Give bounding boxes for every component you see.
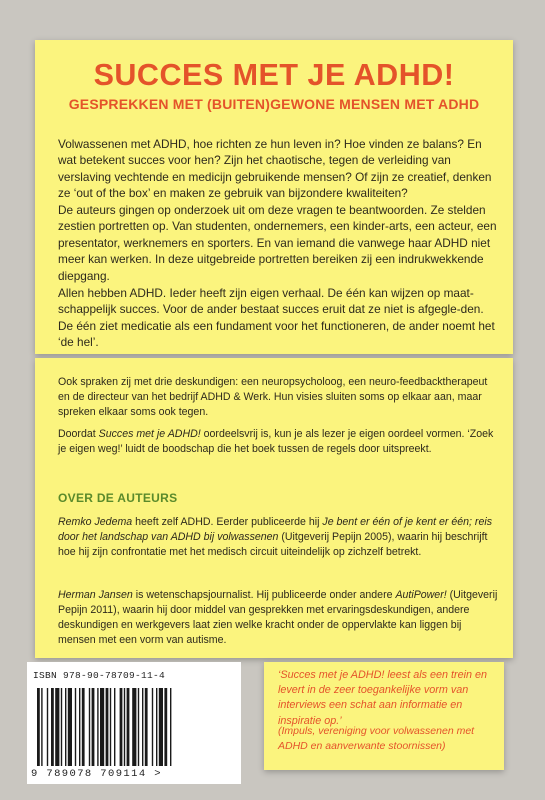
barcode-bar [100, 688, 104, 766]
barcode-bar [138, 688, 139, 766]
barcode-number: 9 789078 709114 > [31, 768, 162, 780]
barcode-bar [114, 688, 115, 766]
author-bio-1-post: (Uitgeverij Pepijn 2005), waarin hij beschrijft hoe hij zijn confrontatie met het medisch circuit uiteindelijk op zichzelf betrekt. [58, 531, 488, 558]
barcode-bar [51, 688, 54, 766]
barcode-bar [37, 688, 40, 766]
book-subtitle: GESPREKKEN MET (BUITEN)GEWONE MENSEN MET ADHD [68, 96, 480, 112]
author-book-2: AutiPower! [395, 589, 447, 601]
author-bio-1-pre: heeft zelf ADHD. Eerder publiceerde hij [132, 516, 323, 528]
barcode-bar [159, 688, 163, 766]
author-bio-2-post: (Uitgeverij Pepijn 2011), waarin hij door middel van gesprekken met ervaringsdeskundigen, andere deskundigen en werkgevers laat zien welke kracht onder de oppervlakte kan liggen bij mensen met een vorm van autisme. [58, 589, 498, 646]
barcode-bar [120, 688, 123, 766]
judgement-pre: Doordat [58, 428, 99, 440]
author-name-1: Remko Jedema [58, 516, 133, 528]
barcode-bar [41, 688, 42, 766]
barcode-bar [79, 688, 80, 766]
intro-paragraph-3: Allen hebben ADHD. Ieder heeft zijn eigen verhaal. De één kan wijzen op maat-schappelijk succes. Voor de ander bestaat succes eruit dat ze niet is afgegle-den. De één ziet medicatie als een fundament voor het functioneren, de ander noemt het ‘de hel’. [58, 286, 495, 350]
intro-paragraph-1: Volwassenen met ADHD, hoe richten ze hun leven in? Hoe vinden ze balans? En wat betekent succes voor hen? Zijn het chaotische, tegen de verleiding van verslaving vechtende en medicijn gebruikende mensen? Of zijn ze creatief, denken ze ‘out of the box’ en maken ze gebruik van bijzondere kwaliteiten? [58, 137, 492, 201]
isbn-barcode-box [27, 662, 241, 784]
judgement-post: oordeelsvrij is, kun je als lezer je eigen oordeel vormen. ‘Zoek je eigen weg!’ luidt de boodschap die het boek tussen de regels door uitspreekt. [58, 428, 494, 455]
sticky-note-intro [35, 40, 513, 354]
barcode-bar [142, 688, 143, 766]
barcode-image [35, 688, 233, 766]
barcode-bar [145, 688, 148, 766]
barcode-bar [47, 688, 48, 766]
book-title: SUCCES MET JE ADHD! [93, 58, 455, 92]
book-title-inline: Succes met je ADHD! [98, 428, 201, 440]
experts-paragraph: Ook spraken zij met drie deskundigen: een neuropsycholoog, een neuro-feedbacktherapeut en de directeur van het bedrijf ADHD & Werk. Hun visies sluiten soms op elkaar aan, maar spreken elkaar soms ook tegen. [58, 376, 488, 418]
barcode-bar [124, 688, 125, 766]
review-source: (Impuls, vereniging voor volwassenen met ADHD en aanverwante stoornissen) [278, 725, 475, 753]
intro-paragraph-2: De auteurs gingen op onderzoek uit om deze vragen te beantwoorden. Ze stelden zestien portretten op. Van studenten, ondernemers, een kinder-arts, een acteur, een presentator, werknemers en sporters. En van iemand die vanwege haar ADHD niet meer kan werken. In deze uitgebreide portretten bereiken zij een indrukwekkende diepgang. [58, 203, 497, 283]
barcode-bar [65, 688, 66, 766]
barcode-bar [132, 688, 136, 766]
barcode-bar [156, 688, 157, 766]
barcode-bar [164, 688, 167, 766]
author-bio-2 [58, 588, 498, 648]
barcode-bar [97, 688, 98, 766]
barcode-bar [61, 688, 62, 766]
author-book-1: Je bent er één of je kent er één; reis door het landschap van ADHD bij volwassenen [58, 516, 492, 543]
barcode-bar [82, 688, 85, 766]
sticky-note-quote [264, 662, 504, 770]
judgement-paragraph [58, 427, 498, 457]
author-bio-2-pre: is wetenschapsjournalist. Hij publiceerde onder andere [132, 589, 396, 601]
author-name-2: Herman Jansen [58, 589, 133, 601]
barcode-bar [152, 688, 153, 766]
barcode-bar [89, 688, 90, 766]
barcode-bar [127, 688, 130, 766]
review-quote: ‘Succes met je ADHD! leest als een trein en levert in de zeer toegankelijke vorm van interviews een schat aan informatie en inspiratie op.’ [278, 669, 488, 727]
authors-heading: OVER DE AUTEURS [58, 491, 178, 505]
barcode-bar [110, 688, 111, 766]
barcode-bar [68, 688, 72, 766]
barcode-bar [55, 688, 59, 766]
barcode-bar [170, 688, 171, 766]
isbn-label: ISBN 978-90-78709-11-4 [33, 670, 166, 681]
barcode-bar [75, 688, 76, 766]
author-bio-1 [58, 515, 498, 560]
sticky-note-body [35, 358, 513, 658]
barcode-bar [106, 688, 109, 766]
barcode-bar [92, 688, 95, 766]
